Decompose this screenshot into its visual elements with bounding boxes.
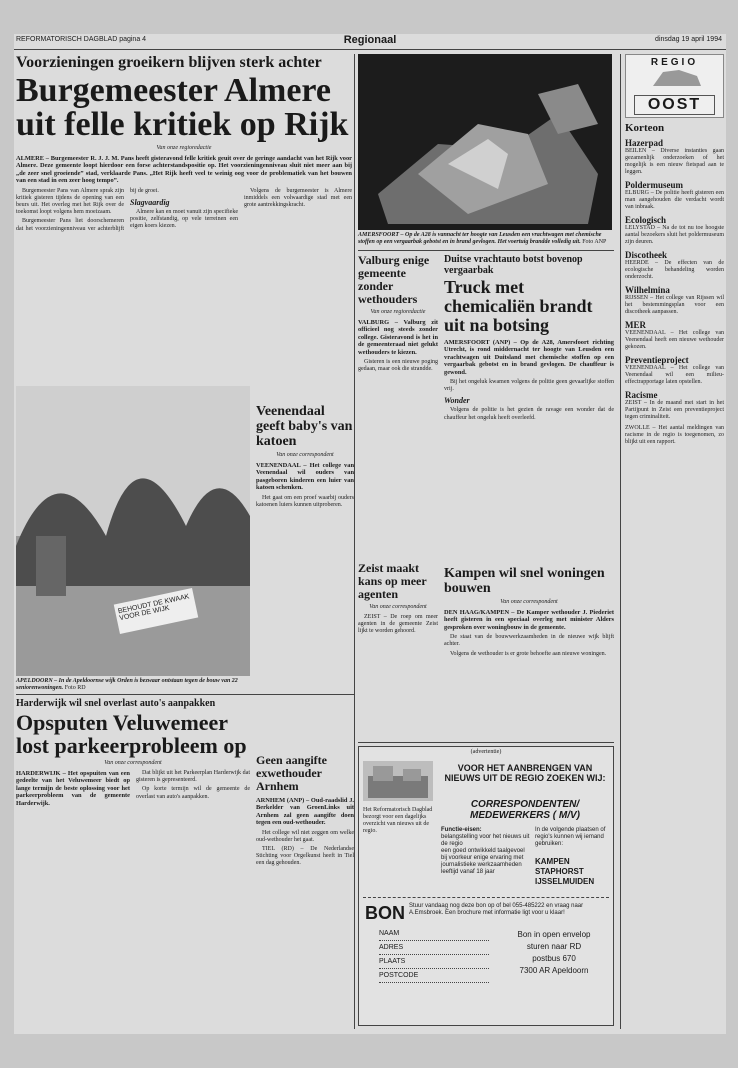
- valburg-article: [358, 254, 438, 594]
- advert-functie: Functie-eisen:: [441, 827, 482, 833]
- harderwijk-body: [16, 770, 250, 807]
- main-lead: ALMERE – Burgemeester R. J. J. M. Pans heeft gisteravond felle kritiek geuit over de geringe aandacht van het Rijk voor Almere. Deze gemeente loopt hierdoor een forse achterstandspositie op. Het voorzieningenniveau sluit niet meer aan bij „de zeer snel groeiende” stad, verklaarde Pans. „Het Rijk heeft veel te weinig oog voor de problematiek van het bouwen van een stad in een zeer hoog tempo”.: [16, 155, 352, 185]
- sidebar-item-text: LELYSTAD – Na de tot nu toe hoogste aantal bezoekers sluit het poldermuseum zijn deuren.: [625, 225, 724, 245]
- kampen-byline: Van onze correspondent: [500, 599, 558, 605]
- harderwijk-headline: Opsputen Veluwemeer lost parkeerprobleem op: [16, 710, 247, 758]
- sidebar-item-text: HEERDE – De effecten van de ecologische behandeling worden onderzocht.: [625, 260, 724, 280]
- accident-photo-image: [358, 54, 612, 230]
- apeldoorn-photo: [16, 386, 250, 676]
- harderwijk-para: Op korte termijn wil de gemeente de overlast van auto's aanpakken.: [136, 786, 250, 800]
- advert-form-plaats[interactable]: PLAATS: [379, 955, 489, 969]
- advert-left-text: Het Reformatorisch Dagblad bezorgt voor een dagelijks overzicht van nieuws uit de regio.: [363, 807, 433, 834]
- advert-form-postcode[interactable]: POSTCODE: [379, 969, 489, 983]
- truck-subhead: Wonder: [444, 396, 470, 406]
- sidebar-item: [625, 390, 724, 421]
- zeist-body: [358, 614, 438, 636]
- truck-lead: AMERSFOORT (ANP) – Op de A28, Amersfoort richting Utrecht, is rond middernacht ter hoogte van Leusden een vrachtwagen uit Duitsland met chemische stoffen op een vergaarbak gebotst en in brand gevlogen. De chauffeur is gewond.: [444, 339, 614, 376]
- advert-env-line: 7300 AR Apeldoorn: [519, 966, 589, 975]
- sidebar-item-title: Wilhelmina: [625, 285, 670, 295]
- sidebar-items: [625, 138, 724, 446]
- regio-map-icon: [645, 68, 705, 90]
- advert-cut-line: [363, 897, 609, 898]
- sidebar-item-title: MER: [625, 320, 646, 330]
- column-rule: [354, 54, 355, 1029]
- valburg-lead: VALBURG – Valburg zit officieel nog steeds zonder college. Gisteravond is het in de gemeenteraad niet gelukt wethouders te kiezen.: [358, 319, 438, 356]
- sidebar-item: [625, 180, 724, 211]
- sidebar-item-title: Ecologisch: [625, 215, 667, 225]
- sidebar-item: [625, 355, 724, 386]
- arnhem-body: [256, 830, 354, 868]
- advert-requirements: [441, 827, 531, 876]
- kampen-para: Volgens de wethouder is er grote behoefte aan nieuwe woningen.: [450, 650, 607, 657]
- sidebar-item-title: Preventieproject: [625, 355, 689, 365]
- truck-body: [444, 379, 614, 422]
- header-section: Regionaal: [343, 34, 397, 46]
- main-body: [16, 188, 352, 328]
- advert-bon-text: Stuur vandaag nog deze bon op of bel 055-485222 en vraag naar A.Emsbroek. Een brochure met informatie ligt voor u klaar!: [409, 903, 584, 916]
- sidebar-logo: [625, 54, 724, 118]
- sidebar-item-text: VEENENDAAL – Het college van Veenendaal heeft een nieuwe wethouder gekozen.: [625, 330, 724, 350]
- section-rule: [358, 250, 614, 251]
- sidebar-item-text: ZWOLLE – Het aantal meldingen van racisme in de regio is toegenomen, zo blijkt uit een rapport.: [625, 425, 724, 445]
- section-rule: [16, 694, 354, 695]
- truck-para: Bij het ongeluk kwamen volgens de politie geen gevaarlijke stoffen vrij.: [444, 379, 614, 393]
- logo-oost: OOST: [634, 95, 715, 115]
- sidebar-item: [625, 215, 724, 246]
- valburg-body: [358, 359, 438, 373]
- main-para: Volgens de burgemeester is Almere inmiddels een volwaardige stad met een grote aantrekkingskracht.: [244, 187, 352, 209]
- main-subhead: Slagvaardig: [130, 197, 170, 207]
- apeldoorn-caption: [16, 678, 250, 692]
- kampen-para: De staat van de bouwwerkzaamheden in de nieuwe wijk blijft achter.: [444, 634, 614, 648]
- main-article: [16, 54, 352, 384]
- accident-photo: [358, 54, 612, 230]
- apeldoorn-caption-text: APELDOORN – In de Apeldoornse wijk Orden is bezwaar ontstaan tegen de bouw van 22 seniorenwoningen.: [16, 678, 238, 691]
- apeldoorn-photo-image: [16, 386, 250, 676]
- sidebar-item-title: Poldermuseum: [625, 180, 683, 190]
- advert-illustration: [363, 761, 433, 801]
- truck-headline: Truck met chemicaliën brandt uit na botsing: [444, 277, 593, 335]
- veenendaal-article: [256, 404, 354, 584]
- harderwijk-article: [16, 698, 250, 1028]
- main-para: Burgemeester Pans van Almere sprak zijn kritiek gisteren tijdens de opening van een beurs uit. Het overleg met het Rijk over de toekomst loopt volgens hem moeizaam.: [16, 187, 124, 216]
- advert-form: [379, 927, 489, 983]
- advert-req: bij voorkeur enige ervaring met journalistieke werkzaamheden: [441, 855, 524, 868]
- zeist-headline: Zeist maakt kans op meer agenten: [358, 562, 427, 601]
- zeist-para: ZEIST – De roep om meer agenten in de gemeente Zeist lijkt te worden gehoord.: [358, 614, 438, 635]
- page-header: [14, 34, 726, 50]
- advert-env-line: sturen naar RD: [526, 942, 582, 951]
- sidebar-item-text: ZEIST – In de maand mei start in het Partijpunt in Zeist een preventieproject tegen criminaliteit.: [625, 400, 724, 420]
- accident-credit: Foto ANP: [582, 239, 607, 245]
- sidebar-item: [625, 285, 724, 316]
- apeldoorn-credit: Foto RD: [64, 685, 86, 691]
- logo-regio: REGIO: [650, 57, 699, 68]
- sidebar-item: [625, 250, 724, 281]
- tiel-para: TIEL (RD) – De Nederlandse Stichting voor Orgelkunst heeft in Tiel een dag gehouden.: [256, 846, 354, 867]
- header-paper-name: REFORMATORISCH DAGBLAD pagina 4: [16, 36, 147, 43]
- kampen-article: [444, 566, 614, 721]
- truck-kicker: Duitse vrachtauto botst bovenop vergaarbak: [444, 254, 583, 276]
- advert-req: leeftijd vanaf 18 jaar: [441, 869, 495, 875]
- sidebar-item-title: Discotheek: [625, 250, 667, 260]
- kampen-headline: Kampen wil snel woningen bouwen: [444, 566, 605, 596]
- sidebar-section-title: Korteon: [625, 122, 665, 134]
- advert-req: belangstelling voor het nieuws uit de regio: [441, 834, 530, 847]
- main-para: Almere kan en moet vanuit zijn specifieke positie, zelfstandig, op vele terreinen een eigen koers kiezen.: [130, 208, 238, 230]
- advert-env-line: postbus 670: [532, 954, 576, 963]
- zeist-article: [358, 562, 438, 742]
- sidebar-item-text: VEENENDAAL – Het college van Veenendaal wil een milieu-effectrapportage laten opstellen.: [625, 365, 724, 385]
- newspaper-page: [14, 34, 726, 1034]
- arnhem-article: [256, 754, 354, 1024]
- harderwijk-para: Dat blijkt uit het Parkeerplan Harderwijk dat gisteren is gepresenteerd.: [136, 770, 250, 784]
- arnhem-headline: Geen aangifte exwethouder Arnhem: [256, 754, 327, 793]
- advertisement: [358, 746, 614, 1026]
- advert-main: VOOR HET AANBRENGEN VAN NIEUWS UIT DE REGIO ZOEKEN WIJ:: [444, 763, 606, 783]
- sidebar: [620, 54, 724, 1029]
- zeist-byline: Van onze correspondent: [369, 604, 427, 610]
- arnhem-lead: ARNHEM (ANP) – Oud-raadslid J. Berkelder van GroenLinks uit Arnhem zal geen aangifte doen tegen een oud-wethouder.: [256, 797, 354, 827]
- accident-caption-text: AMERSFOORT – Op de A28 is vannacht ter hoogte van Leusden een vrachtwagen met chemische stoffen op een vergaarbak gebotst en in brand gevlogen. Het voertuig brandde volledig uit.: [358, 232, 602, 245]
- sidebar-item: [625, 425, 724, 446]
- kampen-body: [444, 634, 614, 658]
- advert-req: een goed ontwikkeld taalgevoel: [441, 848, 525, 854]
- truck-para: Volgens de politie is het gezien de ravage een wonder dat de chauffeur het ongeluk heeft overleefd.: [444, 407, 614, 421]
- advert-form-name[interactable]: NAAM: [379, 927, 489, 941]
- sidebar-item-title: Racisme: [625, 390, 658, 400]
- valburg-para: Gisteren is een nieuwe poging gedaan, maar ook die strandde.: [358, 359, 438, 373]
- sidebar-item: [625, 320, 724, 351]
- arnhem-para: Het college wil niet zeggen om welke oud-wethouder het gaat.: [256, 829, 354, 843]
- protest-sign-text: BEHOUDT DE KWAAK VOOR DE WIJK: [117, 593, 191, 623]
- harderwijk-kicker: Harderwijk wil snel overlast auto's aanpakken: [16, 698, 216, 709]
- main-byline: Van onze regioredactie: [156, 145, 212, 151]
- advert-wanted: CORRESPONDENTEN/ MEDEWERKERS ( M/V): [470, 799, 580, 821]
- advert-envelope: [499, 929, 609, 977]
- sidebar-item-text: RIJSSEN – Het college van Rijssen wil het bestemmingsplan voor een discotheek aanpassen.: [625, 295, 724, 315]
- sidebar-item-text: BEILEN – Diverse instanties gaan gezamenlijk onderzoeken of het mogelijk is een nieuw fietspad aan te leggen.: [625, 148, 724, 175]
- header-date: dinsdag 19 april 1994: [655, 36, 722, 43]
- veenendaal-headline: Veenendaal geeft baby's van katoen: [256, 404, 353, 449]
- sidebar-item-title: Hazerpad: [625, 138, 663, 148]
- advert-bon: BON: [365, 903, 405, 923]
- veenendaal-lead: VEENENDAAL – Het college van Veenendaal wil ouders van pasgeboren kinderen een luier van katoen schenken.: [256, 462, 354, 492]
- valburg-headline: Valburg enige gemeente zonder wethouders: [358, 254, 430, 306]
- advert-building-image: [363, 761, 433, 801]
- kampen-lead: DEN HAAG/KAMPEN – De Kamper wethouder J. Piederiet heeft gisteren in een speciaal overleg met minister Alders gesproken over woningbouw in de gemeente.: [444, 609, 614, 631]
- valburg-byline: Van onze regioredactie: [370, 309, 426, 315]
- harderwijk-byline: Van onze correspondent: [104, 760, 162, 766]
- advert-env-line: Bon in open envelop: [517, 930, 591, 939]
- main-kicker: Voorzieningen groeikern blijven sterk achter: [16, 54, 322, 71]
- accident-caption: [358, 232, 612, 246]
- main-para: Burgemeester Pans liet doorschemeren dat het voorzieningenniveau ver achterblijft bij de groei.: [16, 187, 159, 232]
- harderwijk-lead: HARDERWIJK – Het opspuiten van een gedeelte van het Veluwemeer biedt op lange termijn de beste oplossing voor het parkeerprobleem van de gemeente Harderwijk.: [16, 770, 130, 807]
- truck-article: [444, 254, 614, 564]
- advert-places: KAMPEN STAPHORST IJSSELMUIDEN: [535, 857, 595, 886]
- section-rule: [358, 742, 614, 743]
- main-headline: Burgemeester Almere uit felle kritiek op Rijk: [16, 72, 349, 143]
- sidebar-item-text: ELBURG – De politie heeft gisteren een man aangehouden die verdacht wordt van inbraak.: [625, 190, 724, 210]
- sidebar-item: [625, 138, 724, 176]
- veenendaal-body: [256, 495, 354, 509]
- advert-form-addr[interactable]: ADRES: [379, 941, 489, 955]
- veenendaal-para: Het gaat om een proef waarbij ouders katoenen luiers kunnen uitproberen.: [256, 494, 354, 508]
- veenendaal-byline: Van onze correspondent: [276, 452, 334, 458]
- advert-right-text: In de volgende plaatsen of regio's kunnen wij iemand gebruiken:: [535, 827, 606, 847]
- advert-label: (advertentie): [470, 749, 502, 755]
